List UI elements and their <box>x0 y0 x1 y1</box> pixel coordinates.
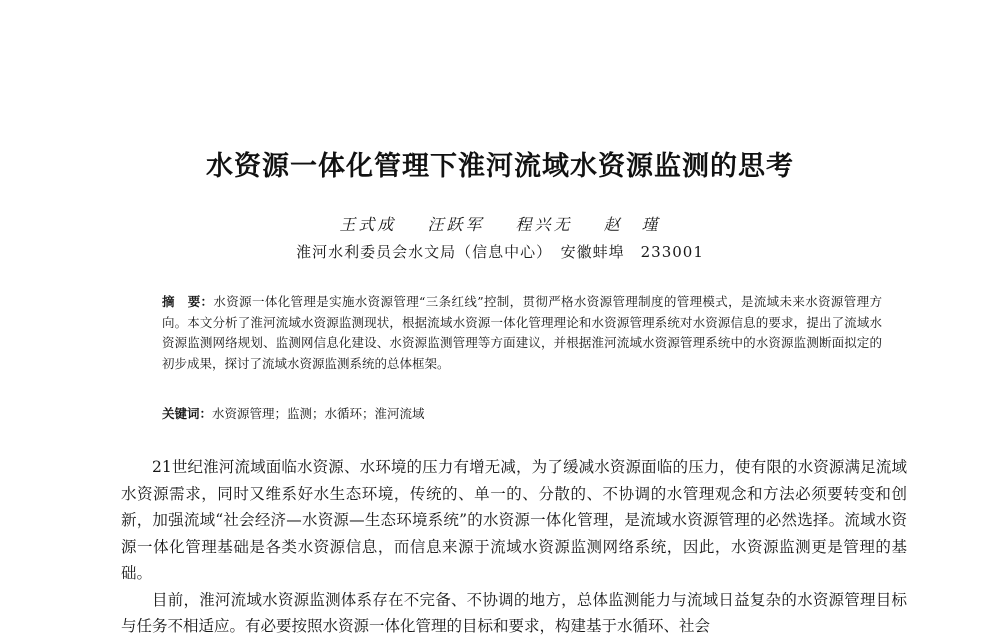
keywords <box>162 404 882 424</box>
paper-title: 水资源一体化管理下淮河流域水资源监测的思考 <box>206 151 794 182</box>
affiliation: 淮河水利委员会水文局（信息中心） 安徽蚌埠 233001 <box>296 243 704 261</box>
body-text <box>121 454 907 640</box>
keywords-label: 关键词： <box>162 406 213 421</box>
body-paragraph: 目前，淮河流域水资源监测体系存在不完备、不协调的地方，总体监测能力与流域日益复杂的水资源管理目标与任务不相适应。有必要按照水资源一体化管理的目标和要求，构建基于水循环、社会 <box>121 590 907 635</box>
abstract-text: 水资源一体化管理是实施水资源管理“三条红线”控制，贯彻严格水资源管理制度的管理模式，是流域未来水资源管理方向。本文分析了淮河流域水资源监测现状，根据流域水资源一体化管理理论和水资源管理系统对水资源信息的要求，提出了流域水资源监测网络规划、监测网信息化建设、水资源监测管理等方面建议，并根据淮河流域水资源管理系统中的水资源监测断面拟定的初步成果，探讨了流域水资源监测系统的总体框架。 <box>162 294 882 371</box>
author-name: 赵 瑾 <box>603 215 661 234</box>
abstract-label: 摘 要： <box>162 294 214 309</box>
body-paragraph: 21世纪淮河流域面临水资源、水环境的压力有增无减，为了缓减水资源面临的压力，使有限的水资源满足流域水资源需求，同时又维系好水生态环境，传统的、单一的、分散的、不协调的水管理观念和方法必须要转变和创新，加强流域“社会经济—水资源—生态环境系统”的水资源一体化管理，是流域水资源管理的必然选择。流域水资源一体化管理基础是各类水资源信息，而信息来源于流域水资源监测网络系统，因此，水资源监测更是管理的基础。 <box>121 458 907 582</box>
author-list <box>0 212 1000 235</box>
author-name: 程兴无 <box>515 215 573 234</box>
abstract <box>162 292 882 374</box>
author-name: 汪跃军 <box>427 215 485 234</box>
keywords-text: 水资源管理；监测；水循环；淮河流域 <box>212 406 425 421</box>
author-name: 王式成 <box>339 215 397 234</box>
